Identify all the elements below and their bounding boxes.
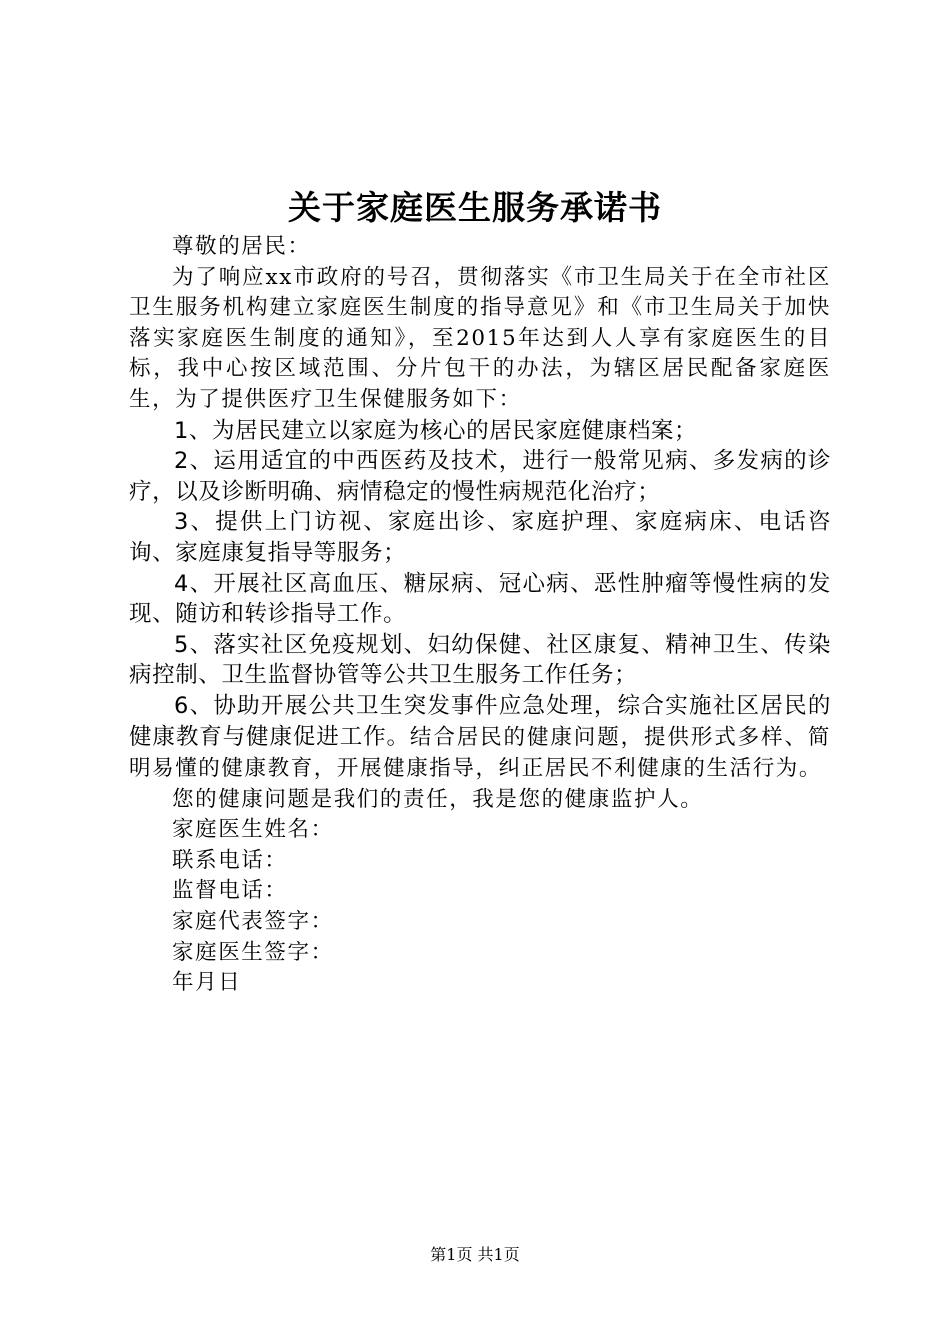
service-item-5: 5、落实社区免疫规划、妇幼保健、社区康复、精神卫生、传染病控制、卫生监督协管等公共卫生服务工作任务；	[129, 631, 831, 689]
document-body	[129, 232, 831, 999]
field-supervision-phone: 监督电话：	[172, 878, 288, 904]
closing-statement: 您的健康问题是我们的责任，我是您的健康监护人。	[172, 786, 704, 812]
service-item-3: 3、提供上门访视、家庭出诊、家庭护理、家庭病床、电话咨询、家庭康复指导等服务；	[129, 509, 831, 566]
service-item-2: 2、运用适宜的中西医药及技术，进行一般常见病、多发病的诊疗，以及诊断明确、病情稳定的慢性病规范化治疗；	[129, 448, 831, 505]
field-doctor-signature: 家庭医生签字：	[172, 939, 334, 965]
field-contact-phone: 联系电话：	[172, 847, 288, 873]
service-item-6-main: 6、协助开展公共卫生突发事件应急处理，综合实施社区居民的健康教育与健康促进工作。	[129, 692, 831, 750]
service-item-6	[129, 691, 831, 785]
service-item-1: 1、为居民建立以家庭为核心的居民家庭健康档案；	[174, 417, 698, 444]
document-title: 关于家庭医生服务承诺书	[288, 188, 662, 227]
field-date: 年月日	[172, 970, 242, 996]
field-family-rep-signature: 家庭代表签字：	[172, 909, 334, 935]
page-footer: 第1页 共1页	[430, 1245, 520, 1264]
service-item-4: 4、开展社区高血压、糖尿病、冠心病、恶性肿瘤等慢性病的发现、随访和转诊指导工作。	[129, 570, 831, 628]
field-doctor-name: 家庭医生姓名：	[172, 817, 334, 843]
salutation: 尊敬的居民：	[172, 234, 311, 259]
intro-paragraph: 为了响应xx市政府的号召，贯彻落实《市卫生局关于在全市社区卫生服务机构建立家庭医生制度的指导意见》和《市卫生局关于加快落实家庭医生制度的通知》，至2015年达到人人享有家庭医生的目标，我中心按区域范围、分片包干的办法，为辖区居民配备家庭医生，为了提供医疗卫生保健服务如下：	[129, 264, 831, 412]
service-item-6-tail: 结合居民的健康问题，提供形式多样、简明易懂的健康教育，开展健康指导，纠正居民不利健康的生活行为。	[129, 724, 831, 782]
